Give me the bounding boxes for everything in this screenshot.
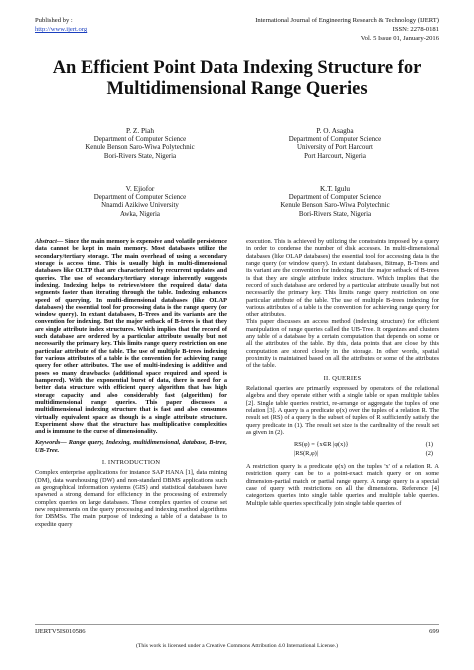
section-heading-queries: II. QUERIES [323,374,362,382]
author-affiliation: Port Harcourt, Nigeria [304,152,366,160]
author-affiliation: Awka, Nigeria [120,210,160,218]
author-name: P. O. Asagba [316,126,354,135]
author-affiliation: Nnamdi Azikiwe University [101,202,179,210]
paragraph: A restriction query is a predicate φ(x) on the tuples 'x' of a relation R. A restriction query can be to a point-exact match query or on some dimension-partial match or partial range query. A range query is a special case of query with restrictions on all the dimensions. Reference [4] categorizes queries into single table queries and multiple table queries. Multiple table queries specifically join single table queries of [246,463,439,507]
keywords [35,439,227,454]
author-affiliation: Bori-Rivers State, Nigeria [298,210,372,218]
equation-2 [246,450,439,459]
author-affiliation: Kenule Benson Saro-Wiwa Polytechnic [85,144,195,152]
equation-number: (1) [425,441,433,449]
introduction-text: Complex enterprise applications for instance SAP HANA [1], data mining (DM), data warehousing (DW) and non-standard DBMS applications such as geographical information systems (GIS) and statistical databases have spawned a strong demand for efficiency in the processing of extremely complex queries on large databases. These complex queries of course set new requirements on the query processing and indexing method algorithms for DBMSs. The main purpose of indexing a table of a database is to expedite query [35,469,227,528]
author-block-2 [245,127,425,161]
keywords-text: — Range query, Indexing, multidimensional, database, B-tree, UB-Tree. [35,439,227,454]
left-column [35,238,227,528]
abstract [35,238,227,435]
publisher-block [35,16,87,34]
right-column [246,238,439,507]
author-block-4 [245,185,425,219]
paragraph: Relational queries are primarily expressed by operators of the relational algebra and they operate either with a single table or span multiple tables [2]. Single table queries restrict, re-arrange or aggregate the tuples of one relation [3]. A query is a predicate φ(x) over the tuples of a relation R. The result set (RS) of a query is the subset of tuples of R sufficiently satisfy the query predicate in (1). The result set size is the cardinality of the result set as given in (2). [246,384,439,436]
section-heading-introduction: I. INTRODUCTION [101,459,161,467]
equation-body: |RS(R,φ)| [294,450,319,458]
abstract-label: Abstract [35,238,57,245]
author-affiliation: Department of Computer Science [93,136,187,144]
paper-id: IJERTV5IS010586 [35,628,86,635]
footer-rule [35,624,439,625]
equation-body: RS(φ) = {x∈R |φ(x)} [294,441,349,449]
abstract-text: — Since the main memory is expensive and volatile persistence data cannot be kept in main memory. Most databases utilize the secondary/tertiary storage. The main overhead of using a secondary storage is access time. This is usually high in multi-dimensional databases like OLTP that are characterized by recurrent updates and queries. The use of secondary/tertiary storage inherently suggests indexing. Indexing helps to retrieve/store the required data/ data segments faster than iterating through the table. Indexing enhances speed of querying. In multi-dimensional databases (like OLAP databases) the essential tool for processing data is the range query (or window query). In extant databases, B-Trees and its variants are the convention for indexing. But the major setback of B-trees is that they are single attribute index structures. Which implies that the record of such database are ordered by a particular attribute usually but not necessarily the primary key. This limits range query restriction on one particular attribute of the table. The use of multiple B-trees indexing for various attributes of a table is the convention for achieving range query for other attributes. The use of multi-indexing is additive and poses so many drawbacks (additional space required and speed is hampered). With the exponential burst of data, there is need for a better data structure with efficient query algorithm that has high storage capacity and also considerably fast (algorithm) for multidimensional range queries. This paper discusses a multidimensional indexing structure that is fast and also consumes virtually equivalent space as though is a single attribute structure. Experiment show that the structure has multiplicative complexities and is immune to the curse of dimensionality. [35,238,227,436]
author-affiliation: Department of Computer Science [288,136,382,144]
license-note: (This work is licensed under a Creative Commons Attribution 4.0 International License.) [135,643,339,649]
author-name: K.T. Igulu [319,184,351,193]
published-label: Published by : [35,17,73,24]
author-affiliation: Bori-Rivers State, Nigeria [103,152,177,160]
author-block-1 [50,127,230,161]
issn: ISSN: 2278-0181 [392,26,439,34]
equation-1 [246,441,439,450]
page-number: 699 [429,628,439,635]
author-affiliation: Department of Computer Science [288,194,382,202]
author-block-3 [50,185,230,219]
author-name: P. Z. Piah [126,126,154,135]
volume-issue: Vol. 5 Issue 01, January-2016 [360,35,439,43]
equation-number: (2) [425,450,433,458]
author-affiliation: Kenule Benson Saro-Wiwa Polytechnic [280,202,390,210]
paper-title [0,58,474,100]
paragraph: This paper discusses an access method (indexing structure) for efficient manipulation of range queries called the UB-Tree. It organizes and clusters any table of a database by a certain computation that depends on some or all the attributes of the table. By this, data points that are close by this computation are stored closely in the storage. In other words, spatial proximity is maintained based on all the attributes or some of the attributes of the table. [246,318,439,370]
author-name: V. Ejiofor [125,184,155,193]
title-line-1: An Efficient Point Data Indexing Structure for [52,58,422,78]
publisher-link[interactable]: http://www.ijert.org [35,26,88,34]
author-affiliation: University of Port Harcourt [297,144,373,152]
paragraph: execution. This is achieved by utilizing the constraints imposed by a query in order to condense the number of disk accesses. In multi-dimensional databases (like OLAP databases) the essential tool for accessing data is the range query (or window query). In extant databases, Bitmap, B-Trees and its variant are the convention for indexing. But the major setback of B-trees is that they are single attribute index structure. Which implies that the record of such database are ordered by a particular attribute usually but not necessarily the primary key. This limits range query restriction on one particular attribute of the table. The use of multiple B-trees indexing for various attributes of a table is the convention for achieving range query for other attributes. [246,238,439,319]
author-affiliation: Department of Computer Science [93,194,187,202]
journal-info [255,16,439,44]
keywords-label: Keywords [35,439,61,447]
title-line-2: Multidimensional Range Queries [106,79,368,99]
journal-name: International Journal of Engineering Research & Technology (IJERT) [255,17,439,24]
